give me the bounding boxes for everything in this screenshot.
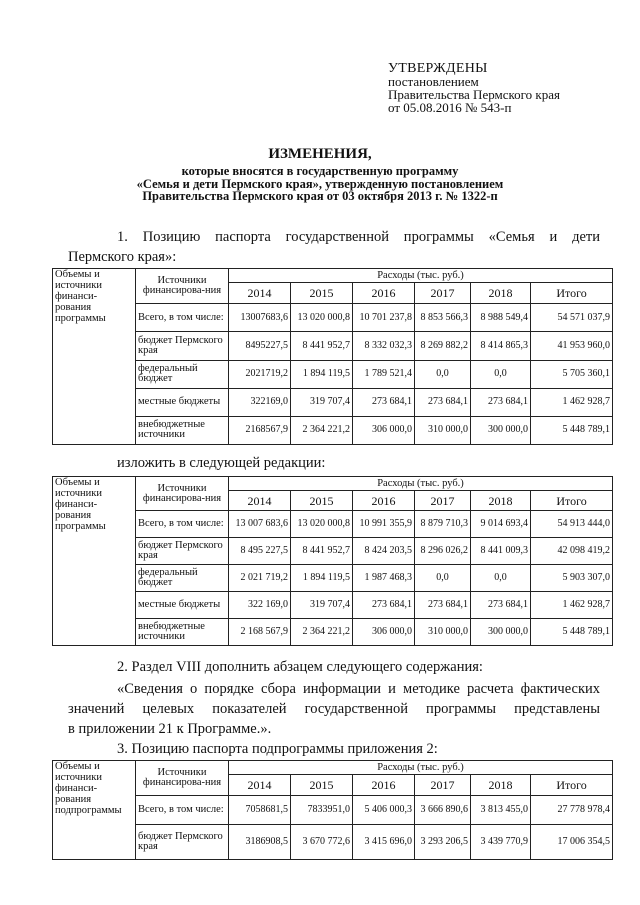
- value-cell: 5 448 789,1: [531, 416, 613, 444]
- total-header: Итого: [531, 283, 613, 304]
- paragraph-2: 2. Раздел VIII дополнить абзацем следующего содержания:: [117, 659, 483, 675]
- value-cell: 1 894 119,5: [291, 360, 353, 388]
- paragraph-2-quote: «Сведения о порядке сбора информации и методике расчета фактических: [117, 681, 600, 697]
- value-cell: 2 021 719,2: [229, 565, 291, 592]
- year-header: 2015: [291, 283, 353, 304]
- table-row: [53, 360, 613, 388]
- value-cell: 0,0: [415, 565, 471, 592]
- row-source: Всего, в том числе:: [136, 796, 229, 825]
- value-cell: 8 879 710,3: [415, 511, 471, 538]
- paragraph-new-edition: изложить в следующей редакции:: [117, 455, 326, 471]
- table-header-source: Источники финансирова-ния: [136, 269, 229, 304]
- value-cell: 319 707,4: [291, 592, 353, 619]
- value-cell: 319 707,4: [291, 388, 353, 416]
- value-cell: 273 684,1: [353, 388, 415, 416]
- year-header: 2018: [471, 491, 531, 511]
- value-cell: 1 894 119,5: [291, 565, 353, 592]
- value-cell: 5 903 307,0: [531, 565, 613, 592]
- value-cell: 8 296 026,2: [415, 538, 471, 565]
- approval-line: Правительства Пермского края: [388, 87, 560, 102]
- value-cell: 13 007 683,6: [229, 511, 291, 538]
- year-header: 2014: [229, 283, 291, 304]
- value-cell: 8 414 865,3: [471, 332, 531, 360]
- year-header: 2016: [353, 491, 415, 511]
- value-cell: 3186908,5: [229, 824, 291, 859]
- value-cell: 8 269 882,2: [415, 332, 471, 360]
- table-label-cell: Объемы и источники финанси-рования программы: [53, 269, 136, 445]
- subtitle-line: Правительства Пермского края от 03 октября 2013 г. № 1322-п: [142, 189, 498, 203]
- financing-table-subprogram: [52, 760, 613, 860]
- value-cell: 273 684,1: [471, 592, 531, 619]
- value-cell: 0,0: [471, 565, 531, 592]
- year-header: 2017: [415, 775, 471, 796]
- value-cell: 8 441 009,3: [471, 538, 531, 565]
- value-cell: 273 684,1: [471, 388, 531, 416]
- value-cell: 322 169,0: [229, 592, 291, 619]
- paragraph-1-cont: Пермского края»:: [68, 249, 177, 265]
- value-cell: 3 670 772,6: [291, 824, 353, 859]
- value-cell: 9 014 693,4: [471, 511, 531, 538]
- financing-table-current: [52, 268, 613, 445]
- year-header: 2017: [415, 283, 471, 304]
- value-cell: 10 991 355,9: [353, 511, 415, 538]
- value-cell: 273 684,1: [415, 592, 471, 619]
- value-cell: 3 439 770,9: [471, 824, 531, 859]
- year-header: 2016: [353, 283, 415, 304]
- value-cell: 306 000,0: [353, 619, 415, 646]
- subtitle-line: «Семья и дети Пермского края», утвержденную постановлением: [136, 176, 504, 191]
- value-cell: 0,0: [415, 360, 471, 388]
- value-cell: 1 987 468,3: [353, 565, 415, 592]
- value-cell: 0,0: [471, 360, 531, 388]
- paragraph-2-quote: в приложении 21 к Программе.».: [68, 721, 272, 737]
- value-cell: 13 020 000,8: [291, 304, 353, 332]
- year-header: 2014: [229, 491, 291, 511]
- table-header-expenses: Расходы (тыс. руб.): [229, 269, 613, 283]
- value-cell: 3 415 696,0: [353, 824, 415, 859]
- value-cell: 2168567,9: [229, 416, 291, 444]
- table-row: [53, 332, 613, 360]
- value-cell: 310 000,0: [415, 619, 471, 646]
- value-cell: 3 666 890,6: [415, 796, 471, 825]
- value-cell: 3 813 455,0: [471, 796, 531, 825]
- value-cell: 322169,0: [229, 388, 291, 416]
- value-cell: 8 441 952,7: [291, 538, 353, 565]
- value-cell: 306 000,0: [353, 416, 415, 444]
- row-source: местные бюджеты: [136, 388, 229, 416]
- paragraph-2-quote: значений целевых показателей государственной программы представлены: [68, 701, 600, 717]
- year-header: 2018: [471, 283, 531, 304]
- row-source: местные бюджеты: [136, 592, 229, 619]
- row-source: бюджет Пермского края: [136, 824, 229, 859]
- table-row: [53, 538, 613, 565]
- table-row: [53, 796, 613, 825]
- value-cell: 300 000,0: [471, 416, 531, 444]
- value-cell: 273 684,1: [415, 388, 471, 416]
- value-cell: 273 684,1: [353, 592, 415, 619]
- year-header: 2015: [291, 775, 353, 796]
- document-title: ИЗМЕНЕНИЯ,: [268, 146, 372, 162]
- financing-table-new: [52, 476, 613, 646]
- value-cell: 8 853 566,3: [415, 304, 471, 332]
- table-row: [53, 824, 613, 859]
- table-row: [53, 511, 613, 538]
- value-cell: 10 701 237,8: [353, 304, 415, 332]
- value-cell: 5 448 789,1: [531, 619, 613, 646]
- value-cell: 8 332 032,3: [353, 332, 415, 360]
- row-source: Всего, в том числе:: [136, 304, 229, 332]
- row-source: бюджет Пермского края: [136, 538, 229, 565]
- approval-line: от 05.08.2016 № 543-п: [388, 100, 512, 115]
- value-cell: 27 778 978,4: [531, 796, 613, 825]
- table-header-source: Источники финансирова-ния: [136, 761, 229, 796]
- value-cell: 7833951,0: [291, 796, 353, 825]
- value-cell: 17 006 354,5: [531, 824, 613, 859]
- row-source: внебюджетные источники: [136, 416, 229, 444]
- approval-stamp: [388, 62, 560, 114]
- table-row: [53, 304, 613, 332]
- total-header: Итого: [531, 775, 613, 796]
- table-row: [53, 619, 613, 646]
- value-cell: 7058681,5: [229, 796, 291, 825]
- year-header: 2017: [415, 491, 471, 511]
- value-cell: 1 789 521,4: [353, 360, 415, 388]
- row-source: федеральный бюджет: [136, 360, 229, 388]
- value-cell: 8495227,5: [229, 332, 291, 360]
- value-cell: 42 098 419,2: [531, 538, 613, 565]
- approval-heading: УТВЕРЖДЕНЫ: [388, 61, 488, 76]
- value-cell: 2 364 221,2: [291, 416, 353, 444]
- value-cell: 54 913 444,0: [531, 511, 613, 538]
- value-cell: 2021719,2: [229, 360, 291, 388]
- value-cell: 5 705 360,1: [531, 360, 613, 388]
- year-header: 2015: [291, 491, 353, 511]
- table-label-cell: Объемы и источники финанси-рования программы: [53, 477, 136, 646]
- subtitle-line: которые вносятся в государственную программу: [181, 164, 459, 178]
- row-source: бюджет Пермского края: [136, 332, 229, 360]
- value-cell: 1 462 928,7: [531, 388, 613, 416]
- table-label-cell: Объемы и источники финанси-рования подпрограммы: [53, 761, 136, 860]
- value-cell: 54 571 037,9: [531, 304, 613, 332]
- table-header-expenses: Расходы (тыс. руб.): [229, 477, 613, 491]
- table-row: [53, 565, 613, 592]
- value-cell: 300 000,0: [471, 619, 531, 646]
- value-cell: 5 406 000,3: [353, 796, 415, 825]
- value-cell: 41 953 960,0: [531, 332, 613, 360]
- year-header: 2016: [353, 775, 415, 796]
- value-cell: 2 364 221,2: [291, 619, 353, 646]
- value-cell: 310 000,0: [415, 416, 471, 444]
- row-source: федеральный бюджет: [136, 565, 229, 592]
- year-header: 2014: [229, 775, 291, 796]
- table-header-expenses: Расходы (тыс. руб.): [229, 761, 613, 775]
- table-header-source: Источники финансирова-ния: [136, 477, 229, 511]
- value-cell: 8 988 549,4: [471, 304, 531, 332]
- value-cell: 13007683,6: [229, 304, 291, 332]
- table-row: [53, 416, 613, 444]
- paragraph-1: 1. Позицию паспорта государственной программы «Семья и дети: [117, 229, 600, 245]
- value-cell: 3 293 206,5: [415, 824, 471, 859]
- total-header: Итого: [531, 491, 613, 511]
- value-cell: 8 495 227,5: [229, 538, 291, 565]
- document-subtitle: [0, 165, 640, 203]
- approval-line: постановлением: [388, 74, 479, 89]
- table-row: [53, 592, 613, 619]
- row-source: внебюджетные источники: [136, 619, 229, 646]
- year-header: 2018: [471, 775, 531, 796]
- value-cell: 8 441 952,7: [291, 332, 353, 360]
- row-source: Всего, в том числе:: [136, 511, 229, 538]
- value-cell: 8 424 203,5: [353, 538, 415, 565]
- value-cell: 13 020 000,8: [291, 511, 353, 538]
- value-cell: 2 168 567,9: [229, 619, 291, 646]
- paragraph-3: 3. Позицию паспорта подпрограммы приложения 2:: [117, 741, 438, 757]
- table-row: [53, 388, 613, 416]
- value-cell: 1 462 928,7: [531, 592, 613, 619]
